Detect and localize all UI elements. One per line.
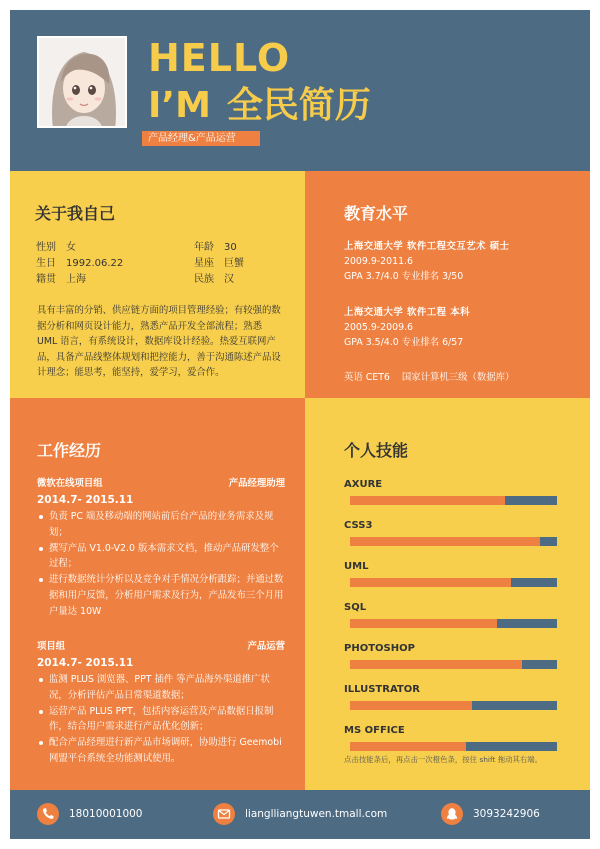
info-value: 女 xyxy=(66,242,76,253)
info-value: 汉 xyxy=(224,274,234,285)
education-section xyxy=(305,171,590,398)
job-date: 2014.7- 2015.11 xyxy=(37,494,134,506)
skill-list xyxy=(344,478,557,765)
skill-item xyxy=(344,601,557,642)
resume-name: 全民简历 xyxy=(226,85,371,126)
gpa-rank: GPA 3.7/4.0 专业排名 3/50 xyxy=(344,271,464,282)
skill-fill[interactable] xyxy=(350,496,505,505)
skill-name: MS OFFICE xyxy=(344,725,405,736)
work-section xyxy=(10,398,305,790)
job-role: 产品运营 xyxy=(247,641,285,652)
job-duty: 撰写产品 V1.0-V2.0 版本需求文档，推动产品研发整个过程； xyxy=(37,541,285,573)
skill-bar[interactable] xyxy=(350,742,557,751)
education-title: 教育水平 xyxy=(344,204,409,223)
skill-bar[interactable] xyxy=(350,660,557,669)
skill-name: AXURE xyxy=(344,479,383,490)
im-text: I’M xyxy=(148,85,211,126)
footer xyxy=(10,790,590,839)
header xyxy=(10,10,590,171)
skills-section xyxy=(305,398,590,790)
info-value: 上海 xyxy=(66,274,86,285)
job-duty: 运营产品 PLUS PPT，包括内容运营及产品数据日报制作，结合用户需求进行产品优化创新； xyxy=(37,704,285,736)
skill-bar[interactable] xyxy=(350,701,557,710)
skill-item xyxy=(344,560,557,601)
school-degree: 上海交通大学 软件工程交互艺术 硕士 xyxy=(344,241,510,252)
certificate: 英语 CET6 xyxy=(344,372,390,383)
phone-number: 18010001000 xyxy=(69,808,143,820)
job-company: 微软在线项目组 xyxy=(37,478,103,489)
certificate: 国家计算机三级（数据库） xyxy=(401,372,515,383)
skill-bar[interactable] xyxy=(350,578,557,587)
skill-bar[interactable] xyxy=(350,537,557,546)
info-value: 巨蟹 xyxy=(224,258,244,269)
info-row xyxy=(36,240,286,256)
about-title: 关于我自己 xyxy=(35,204,116,223)
skill-fill[interactable] xyxy=(350,742,466,751)
contact-phone xyxy=(37,803,143,825)
job-entry xyxy=(37,476,285,620)
skill-name: ILLUSTRATOR xyxy=(344,684,420,695)
job-duties xyxy=(37,672,285,767)
contact-email xyxy=(213,803,387,825)
skill-item xyxy=(344,519,557,560)
job-duty: 配合产品经理进行新产品市场调研，协助进行 Geemobi 网盟平台系统全功能测试使用。 xyxy=(37,735,285,767)
contact-qq xyxy=(441,803,540,825)
personal-info xyxy=(36,240,286,288)
job-duties xyxy=(37,509,285,620)
study-period: 2005.9-2009.6 xyxy=(344,322,413,333)
skill-fill[interactable] xyxy=(350,619,497,628)
skill-item xyxy=(344,683,557,724)
certificates xyxy=(344,369,514,383)
education-item xyxy=(344,305,574,350)
job-duty: 监测 PLUS 浏览器、PPT 插件 等产品海外渠道推广状况，分析评估产品日常渠道数据； xyxy=(37,672,285,704)
info-value: 30 xyxy=(224,242,237,253)
job-entry xyxy=(37,639,285,767)
school-degree: 上海交通大学 软件工程 本科 xyxy=(344,307,471,318)
hello-text: HELLO xyxy=(148,36,291,80)
skill-fill[interactable] xyxy=(350,701,472,710)
skill-name: PHOTOSHOP xyxy=(344,643,415,654)
avatar-illustration xyxy=(39,38,127,128)
job-duty: 负责 PC 端及移动端的网站前后台产品的业务需求及规划； xyxy=(37,509,285,541)
work-title: 工作经历 xyxy=(37,441,102,460)
info-key: 民族 xyxy=(194,274,214,285)
about-description: 具有丰富的分销、供应链方面的项目管理经验；有较强的数据分析和网页设计能力，熟悉产品开发全部流程；熟悉 UML 语言，有系统设计，数据库设计经验。热爱互联网产品，具备产品线整体规划和把控能力，善于沟通陈述产品设计理念；能思考，能坚持，爱学习，爱合作。 xyxy=(37,305,281,378)
skill-name: CSS3 xyxy=(344,520,373,531)
skill-fill[interactable] xyxy=(350,537,540,546)
skill-fill[interactable] xyxy=(350,660,522,669)
avatar xyxy=(37,36,127,128)
info-key: 年龄 xyxy=(194,242,214,253)
email-address[interactable]: lianglliangtuwen.tmall.com xyxy=(245,808,388,820)
skills-title: 个人技能 xyxy=(344,441,409,460)
info-value: 1992.06.22 xyxy=(66,258,124,269)
job-company: 项目组 xyxy=(37,641,66,652)
phone-icon xyxy=(37,803,59,825)
skill-bar[interactable] xyxy=(350,619,557,628)
info-row xyxy=(36,272,286,288)
skill-name: UML xyxy=(344,561,369,572)
job-header xyxy=(37,639,285,655)
skill-item xyxy=(344,642,557,683)
resume-page xyxy=(10,10,590,839)
job-date: 2014.7- 2015.11 xyxy=(37,657,134,669)
job-role: 产品经理助理 xyxy=(228,478,285,489)
qq-number: 3093242906 xyxy=(473,808,540,820)
skill-fill[interactable] xyxy=(350,578,511,587)
qq-penguin-icon xyxy=(441,803,463,825)
job-subtitle: 产品经理&产品运营 xyxy=(142,131,260,146)
gpa-rank: GPA 3.5/4.0 专业排名 6/57 xyxy=(344,337,464,348)
info-key: 籍贯 xyxy=(36,274,56,285)
job-duty: 进行数据统计分析以及竞争对手情况分析跟踪；并通过数据和用户反馈，分析用户需求及行为，产品发布三个月用户量达 10W xyxy=(37,572,285,619)
skill-bar[interactable] xyxy=(350,496,557,505)
info-key: 性别 xyxy=(36,242,56,253)
headline xyxy=(148,86,371,126)
skill-item xyxy=(344,478,557,519)
about-section xyxy=(10,171,305,398)
skill-name: SQL xyxy=(344,602,367,613)
study-period: 2009.9-2011.6 xyxy=(344,256,413,267)
skill-edit-hint: 点击技能条后，再点击一次橙色条，按住 shift 拖动其右端。 xyxy=(344,755,543,764)
info-row xyxy=(36,256,286,272)
education-item xyxy=(344,239,574,284)
mail-icon xyxy=(213,803,235,825)
job-header xyxy=(37,476,285,492)
info-key: 生日 xyxy=(36,258,56,269)
info-key: 星座 xyxy=(194,258,214,269)
